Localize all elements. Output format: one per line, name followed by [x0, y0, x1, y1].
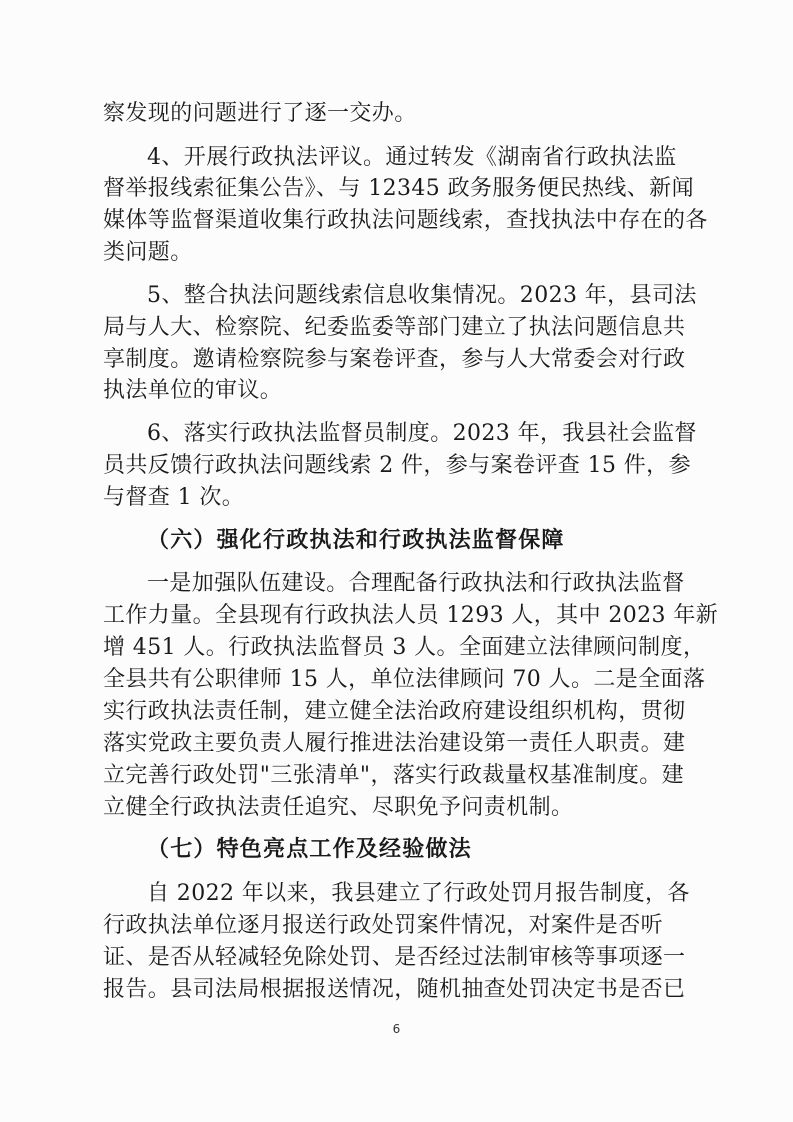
- page-number: 6: [392, 1022, 401, 1036]
- section-heading: （七）特色亮点工作及经验做法: [147, 837, 472, 862]
- text-line: 5、整合执法问题线索信息收集情况。2023 年，县司法: [147, 283, 697, 308]
- text-line: 6、落实行政执法监督员制度。2023 年，我县社会监督: [147, 421, 697, 446]
- text-line: 局与人大、检察院、纪委监委等部门建立了执法问题信息共: [103, 315, 686, 340]
- text-line: 行政执法单位逐月报送行政处罚案件情况，对案件是否听: [103, 913, 664, 938]
- text-line: 落实党政主要负责人履行推进法治建设第一责任人职责。建: [103, 731, 686, 756]
- text-line: 督举报线索征集公告》、与 12345 政务服务便民热线、新闻: [103, 176, 694, 201]
- text-line: 实行政执法责任制，建立健全法治政府建设组织机构，贯彻: [103, 699, 686, 724]
- text-line: 证、是否从轻减轻免除处罚、是否经过法制审核等事项逐一: [103, 945, 686, 970]
- text-line: 察发现的问题进行了逐一交办。: [103, 101, 417, 126]
- text-line: 全县共有公职律师 15 人，单位法律顾问 70 人。二是全面落: [103, 667, 706, 692]
- text-line: 与督查 1 次。: [103, 485, 245, 510]
- text-line: 工作力量。全县现有行政执法人员 1293 人，其中 2023 年新: [103, 603, 719, 628]
- text-line: 执法单位的审议。: [103, 378, 283, 403]
- text-line: 一是加强队伍建设。合理配备行政执法和行政执法监督: [147, 571, 685, 596]
- text-line: 4、开展行政执法评议。通过转发《湖南省行政执法监: [147, 145, 677, 170]
- text-line: 报告。县司法局根据报送情况，随机抽查处罚决定书是否已: [103, 977, 686, 1002]
- text-line: 立完善行政处罚"三张清单"，落实行政裁量权基准制度。建: [103, 763, 685, 788]
- text-line: 立健全行政执法责任追究、尽职免予问责机制。: [103, 795, 574, 820]
- text-line: 员共反馈行政执法问题线索 2 件，参与案卷评查 15 件，参: [103, 453, 691, 478]
- text-line: 类问题。: [103, 240, 193, 265]
- text-line: 享制度。邀请检察院参与案卷评查，参与人大常委会对行政: [103, 347, 686, 372]
- text-line: 媒体等监督渠道收集行政执法问题线索，查找执法中存在的各: [103, 208, 708, 233]
- text-line: 增 451 人。行政执法监督员 3 人。全面建立法律顾问制度，: [103, 635, 706, 660]
- text-line: 自 2022 年以来，我县建立了行政处罚月报告制度，各: [147, 881, 690, 906]
- section-heading: （六）强化行政执法和行政执法监督保障: [147, 528, 565, 553]
